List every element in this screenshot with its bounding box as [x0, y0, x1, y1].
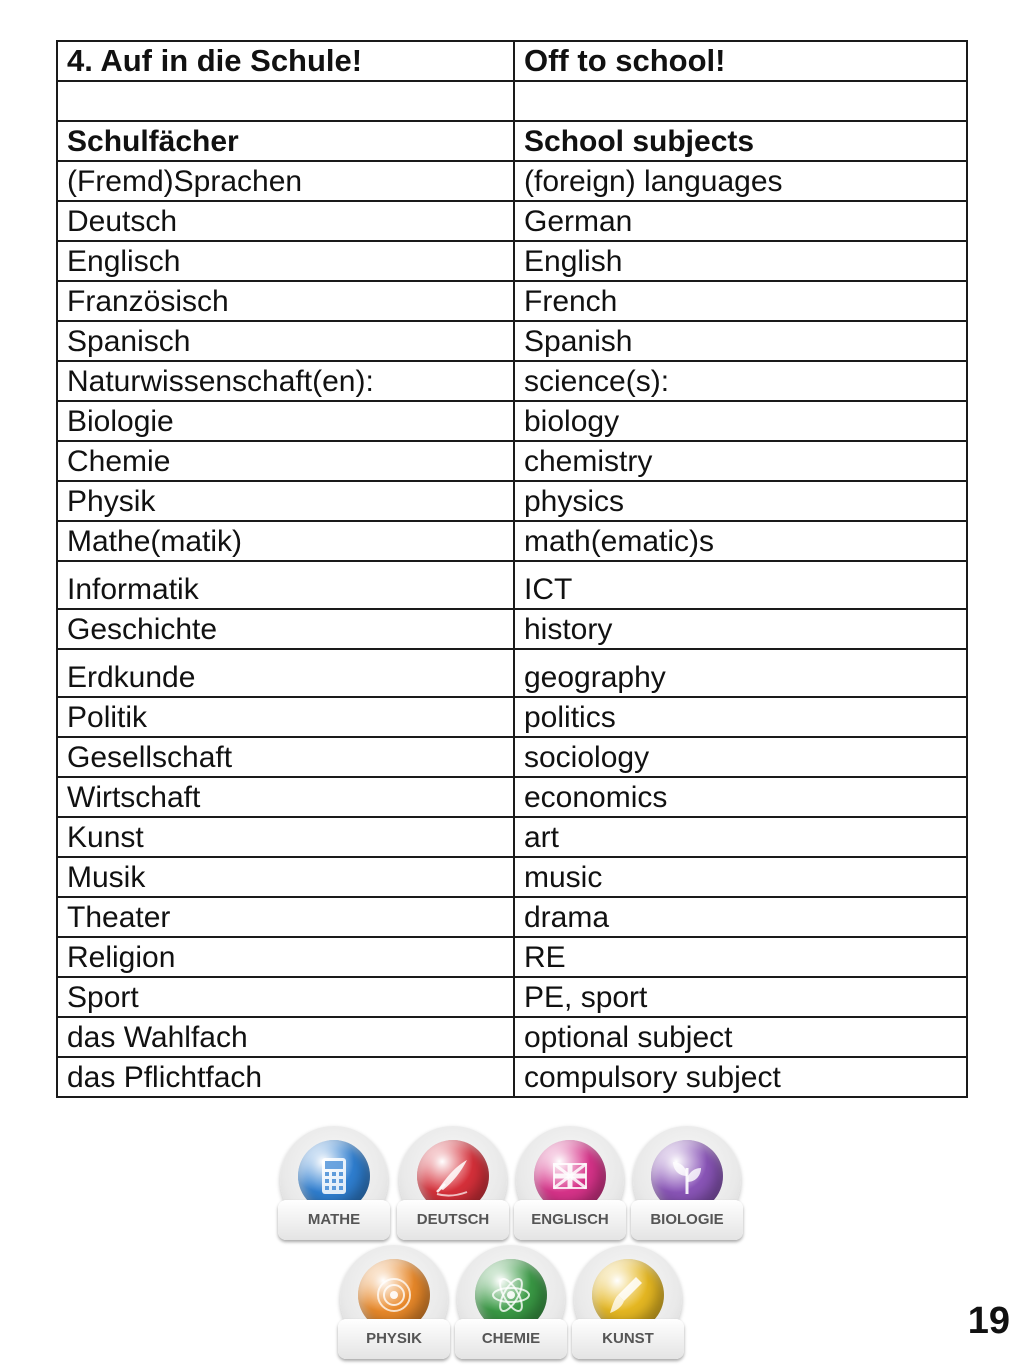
blank-cell-english: [514, 81, 967, 121]
table-row: [57, 281, 967, 321]
plant-icon: [665, 1154, 709, 1198]
german-term: Erdkunde: [57, 649, 514, 697]
english-term: music: [514, 857, 967, 897]
english-term: math(ematic)s: [514, 521, 967, 561]
badge-biologie: [631, 1126, 743, 1244]
german-term: Biologie: [57, 401, 514, 441]
table-row: [57, 401, 967, 441]
english-term: politics: [514, 697, 967, 737]
german-term: Naturwissenschaft(en):: [57, 361, 514, 401]
badge-physik: [338, 1245, 450, 1363]
german-term: Physik: [57, 481, 514, 521]
table-row: [57, 977, 967, 1017]
badge-label: MATHE: [278, 1200, 390, 1240]
english-term: German: [514, 201, 967, 241]
english-term: drama: [514, 897, 967, 937]
english-term: PE, sport: [514, 977, 967, 1017]
english-term: (foreign) languages: [514, 161, 967, 201]
vocabulary-table: [56, 40, 968, 1098]
title-english: Off to school!: [514, 41, 967, 81]
table-row: [57, 777, 967, 817]
table-row: [57, 609, 967, 649]
table-row: [57, 649, 967, 697]
badge-deutsch: [397, 1126, 509, 1244]
german-term: Politik: [57, 697, 514, 737]
english-term: RE: [514, 937, 967, 977]
english-term: geography: [514, 649, 967, 697]
german-term: Geschichte: [57, 609, 514, 649]
german-term: Englisch: [57, 241, 514, 281]
german-term: Informatik: [57, 561, 514, 609]
english-term: physics: [514, 481, 967, 521]
quill-icon: [431, 1154, 475, 1198]
page-number: 19: [967, 1300, 1010, 1342]
badge-chemie: [455, 1245, 567, 1363]
german-term: Chemie: [57, 441, 514, 481]
table-row: [57, 441, 967, 481]
german-term: Religion: [57, 937, 514, 977]
german-term: das Wahlfach: [57, 1017, 514, 1057]
column-header-german: Schulfächer: [57, 121, 514, 161]
badge-label: DEUTSCH: [397, 1200, 509, 1240]
badge-label: BIOLOGIE: [631, 1200, 743, 1240]
german-term: Kunst: [57, 817, 514, 857]
german-term: Spanisch: [57, 321, 514, 361]
english-term: sociology: [514, 737, 967, 777]
column-header-row: [57, 121, 967, 161]
german-term: Mathe(matik): [57, 521, 514, 561]
table-row: [57, 161, 967, 201]
german-term: (Fremd)Sprachen: [57, 161, 514, 201]
badge-label: KUNST: [572, 1319, 684, 1359]
table-row: [57, 241, 967, 281]
english-term: economics: [514, 777, 967, 817]
table-row: [57, 817, 967, 857]
english-term: optional subject: [514, 1017, 967, 1057]
table-row: [57, 521, 967, 561]
english-term: English: [514, 241, 967, 281]
english-term: chemistry: [514, 441, 967, 481]
blank-cell-german: [57, 81, 514, 121]
calculator-icon: [312, 1154, 356, 1198]
english-term: French: [514, 281, 967, 321]
english-term: Spanish: [514, 321, 967, 361]
badge-label: ENGLISCH: [514, 1200, 626, 1240]
table-row: [57, 937, 967, 977]
table-row: [57, 1017, 967, 1057]
molecule-icon: [489, 1273, 533, 1317]
brush-icon: [606, 1273, 650, 1317]
english-term: art: [514, 817, 967, 857]
badge-englisch: [514, 1126, 626, 1244]
english-term: compulsory subject: [514, 1057, 967, 1097]
german-term: Gesellschaft: [57, 737, 514, 777]
table-row: [57, 201, 967, 241]
german-term: Sport: [57, 977, 514, 1017]
table-row: [57, 697, 967, 737]
title-german: 4. Auf in die Schule!: [57, 41, 514, 81]
english-term: history: [514, 609, 967, 649]
blank-row: [57, 81, 967, 121]
table-row: [57, 1057, 967, 1097]
column-header-english: School subjects: [514, 121, 967, 161]
german-term: Wirtschaft: [57, 777, 514, 817]
badge-label: CHEMIE: [455, 1319, 567, 1359]
title-row: [57, 41, 967, 81]
english-term: ICT: [514, 561, 967, 609]
english-term: science(s):: [514, 361, 967, 401]
badge-kunst: [572, 1245, 684, 1363]
german-term: Musik: [57, 857, 514, 897]
english-term: biology: [514, 401, 967, 441]
badge-label: PHYSIK: [338, 1319, 450, 1359]
table-row: [57, 481, 967, 521]
table-row: [57, 361, 967, 401]
table-row: [57, 321, 967, 361]
german-term: Deutsch: [57, 201, 514, 241]
table-row: [57, 897, 967, 937]
german-term: Theater: [57, 897, 514, 937]
atom-rings-icon: [372, 1273, 416, 1317]
table-row: [57, 561, 967, 609]
table-row: [57, 737, 967, 777]
table-row: [57, 857, 967, 897]
german-term: Französisch: [57, 281, 514, 321]
badge-mathe: [278, 1126, 390, 1244]
german-term: das Pflichtfach: [57, 1057, 514, 1097]
union-jack-icon: [548, 1154, 592, 1198]
